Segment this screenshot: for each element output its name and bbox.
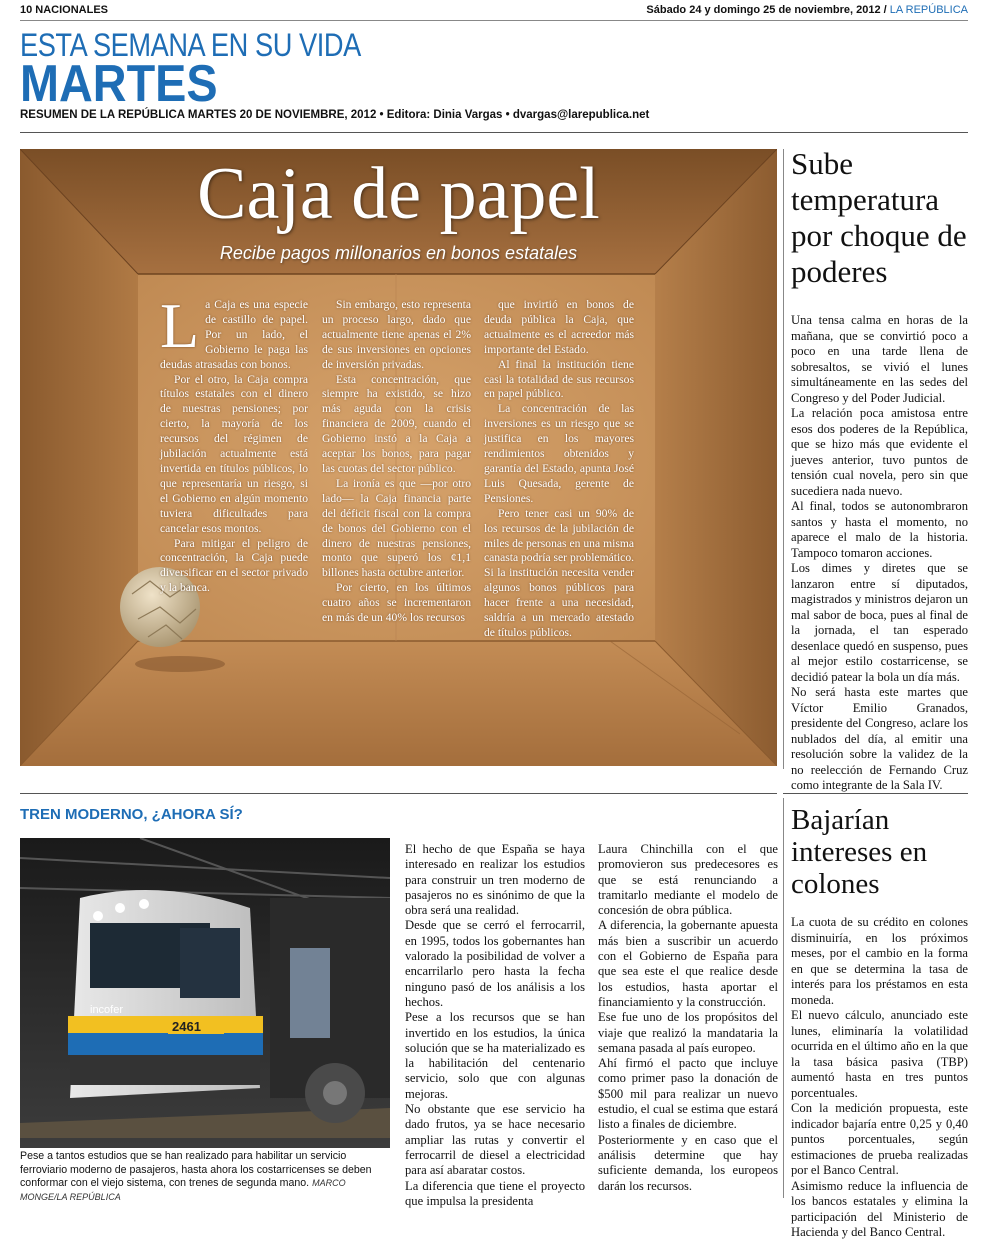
sidebar-headline: Sube temperatura por choque de poderes xyxy=(791,146,967,289)
article-paragraph: El nuevo cálculo, anunciado este lunes, eliminaría la volatilidad ocurrida en el último año en la que la tasa básica pasiva (TBP) aumentó hasta en tres puntos porcentuales. xyxy=(791,1008,968,1100)
sidebar-headline-2: Bajarían intereses en colones xyxy=(791,804,928,900)
feature-paragraph: que invirtió en bonos de deuda pública la Caja, que actualmente es el acreedor más importante del Estado. xyxy=(484,298,634,356)
train xyxy=(68,890,263,1098)
column-divider xyxy=(783,798,784,1198)
feature-subtitle: Recibe pagos millonarios en bonos estatales xyxy=(219,243,578,263)
article-paragraph: Posteriormente y en caso que el análisis determine que hay suficiente demanda, los europeos darán los recursos. xyxy=(598,1132,778,1193)
issue-date-text: Sábado 24 y domingo 25 de noviembre, 2012 / xyxy=(646,4,887,16)
sidebar-article-body-2 xyxy=(791,915,968,1241)
article-paragraph: Desde que se cerró el ferrocarril, en 1995, todos los gobernantes han valorado la posibilidad de volver a encarrilarlo pero hasta la fecha ninguno pasó de los análisis a los hechos. xyxy=(405,918,585,1009)
article-paragraph: Ese fue uno de los propósitos del viaje que realizó la mandataria la semana pasada al país europeo. xyxy=(598,1010,778,1055)
feature-column-1 xyxy=(160,290,308,596)
feature-paragraph: La ironía es que —por otro lado— la Caja financia parte del déficit fiscal con la compra de bonos del Gobierno con el dinero de nuestras pensiones, monto que superó los ¢1,1 billones hasta octubre anterior. xyxy=(322,476,471,580)
feature-paragraph: Esta concentración, que siempre ha existido, se hizo más aguda con la crisis financiera de 2009, cuando el Gobierno instó a la Caja a aceptar los bonos, para pagar las cuotas del sector público. xyxy=(322,372,471,475)
feature-column-3 xyxy=(484,298,634,641)
feature-paragraph: Para mitigar el peligro de concentración, la Caja puede diversificar en el sector privado y la banca. xyxy=(160,536,308,595)
train-photo xyxy=(20,838,390,1148)
article-paragraph: No obstante que ese servicio ha dado frutos, ya se hace necesario ampliar las rutas y convertir el ferrocarril de diesel a electricidad para así abaratar costos. xyxy=(405,1102,585,1178)
article-paragraph: Asimismo reduce la influencia de los bancos estatales y elimina la participación del Ministerio de Hacienda y del Banco Central. xyxy=(791,1178,968,1239)
feature-title: Caja de papel xyxy=(197,153,600,235)
summary-line: RESUMEN DE LA REPÚBLICA MARTES 20 DE NOVIEMBRE, 2012 • Editora: Dinia Vargas • dvargas@larepublica.net xyxy=(20,109,650,121)
train-logo: incofer xyxy=(90,1004,124,1016)
article-paragraph: El hecho de que España se haya interesado en realizar los estudios para construir un tren moderno de pasajeros no es sinónimo de que la obra será una realidad. xyxy=(405,842,585,918)
feature-paragraph: a Caja es una especie de castillo de papel. Por un lado, el Gobierno le paga las deudas atrasadas con bonos. xyxy=(160,298,308,371)
column-divider xyxy=(783,149,784,769)
article-column-1 xyxy=(405,842,585,1209)
article-headline: TREN MODERNO, ¿AHORA SÍ? xyxy=(20,806,243,823)
article-paragraph: La diferencia que tiene el proyecto que impulsa la presidenta xyxy=(405,1178,585,1208)
feature-column-2 xyxy=(322,298,471,626)
feature-paragraph: Por cierto, en los últimos cuatro años se incrementaron en más de un 40% los recursos xyxy=(322,581,471,625)
article-paragraph: Los dimes y diretes que se lanzaron entre sí diputados, magistrados y ministros dejaron un mal sabor de boca, pues al final de la jornada, el tan esperado desenlace quedó en suspenso, pues al mejor estilo costarricense, se decidió patear la bola un día más. xyxy=(791,561,968,684)
train-illustration xyxy=(20,838,390,1148)
article-paragraph: Ahí firmó el pacto que incluye como primer paso la donación de $500 mil para realizar un nuevo estudio, el cual se estima que estará listo a finales de diciembre. xyxy=(598,1056,778,1132)
top-bar xyxy=(20,0,968,21)
feature-paragraph: Pero tener casi un 90% de los recursos de la jubilación de miles de personas en una misma canasta podría ser problemático. Si la institución necesita vender algunos bonos públicos para hacer frente a una necesidad, saldría a un mercado atestado de títulos públicos. xyxy=(484,506,635,639)
article-paragraph: A diferencia, la gobernante apuesta más bien a suscribir un acuerdo con el Gobierno de España para que sea este el que realice desde los estudios, hasta aportar el financiamiento y la construcción. xyxy=(598,918,778,1009)
drop-cap: L xyxy=(160,290,200,361)
article-paragraph: Pese a los recursos que se han invertido en los estudios, la única solución que se ha materializado es la habilitación del centenario servicio, solo que con algunas mejoras. xyxy=(405,1010,585,1101)
feature-paragraph: Por el otro, la Caja compra títulos estatales con el dinero de nuestras pensiones; por cierto, la mayoría de los recursos del régimen de jubilación actualmente está invertida en títulos públicos, lo que representaría un riesgo, si el Gobierno en algún momento tuviera dificultades para cancelar esos montos. xyxy=(160,372,308,535)
section-divider xyxy=(20,793,777,794)
section-day: MARTES xyxy=(20,55,218,113)
feature-paragraph: Al final la institución tiene casi la totalidad de sus recursos en papel público. xyxy=(484,357,634,401)
article-paragraph: Una tensa calma en horas de la mañana, que se convirtió poco a poco en una tarde llena de sobresaltos, se vivió el lunes simultáneamente en las sedes del Congreso y del Poder Judicial. xyxy=(791,313,968,405)
section-divider xyxy=(783,793,968,794)
sidebar-article-body xyxy=(791,313,968,794)
train-number: 2461 xyxy=(172,1019,201,1034)
article-column-2 xyxy=(598,842,778,1194)
header-divider xyxy=(20,132,968,133)
caption-text: Pese a tantos estudios que se han realizado para habilitar un servicio ferroviario moderno de pasajeros, hasta ahora los costarricenses se deben conformar con el viejo sistema, con trenes de segunda mano. xyxy=(20,1150,372,1189)
article-paragraph: Al final, todos se autonombraron santos y hasta el momento, no aparece el malo de la historia. Tampoco tomaron acciones. xyxy=(791,499,968,560)
section-kicker: ESTA SEMANA EN SU VIDA xyxy=(20,27,361,63)
photo-caption xyxy=(20,1150,395,1204)
article-paragraph: La cuota de su crédito en colones disminuiría, en los próximos meses, por el cambio en la forma en que se determina la tasa de interés para los préstamos en esta moneda. xyxy=(791,915,968,1007)
photo-credit: MARCO MONGE/LA REPÚBLICA xyxy=(20,1178,346,1202)
article-paragraph: No será hasta este martes que Víctor Emilio Granados, presidente del Congreso, aclare los nublados del día, al emitir una resolución sobre la validez de la no reelección de Fernando Cruz como integrante de la Sala IV. xyxy=(791,685,968,792)
article-paragraph: La relación poca amistosa entre esos dos poderes de la República, que se hizo más que evidente el jueves anterior, tuvo puntos de tensión cual novela, pero sin que sucediera nada nuevo. xyxy=(791,406,968,498)
article-paragraph: Con la medición propuesta, este indicador bajaría entre 0,25 y 0,40 puntos porcentuales, según estimaciones de prueba realizadas por el Banco Central. xyxy=(791,1101,968,1177)
feature-paragraph: La concentración de las inversiones es un riesgo que se justifica en los mayores rendimientos obtenidos y garantía del Estado, apunta José Luis Quesada, gerente de Pensiones. xyxy=(484,402,634,505)
issue-date xyxy=(646,0,968,20)
paper-name: LA REPÚBLICA xyxy=(889,4,968,16)
article-paragraph: Laura Chinchilla con el que promovieron sus predecesores es que se está renunciando a tramitarlo mediante el modelo de concesión de obra pública. xyxy=(598,842,778,918)
section-label: 10 NACIONALES xyxy=(20,4,109,16)
feature-paragraph: Sin embargo, esto representa un proceso largo, dado que actualmente tiene apenas el 2% de sus inversiones en opciones de inversión privadas. xyxy=(322,298,471,371)
